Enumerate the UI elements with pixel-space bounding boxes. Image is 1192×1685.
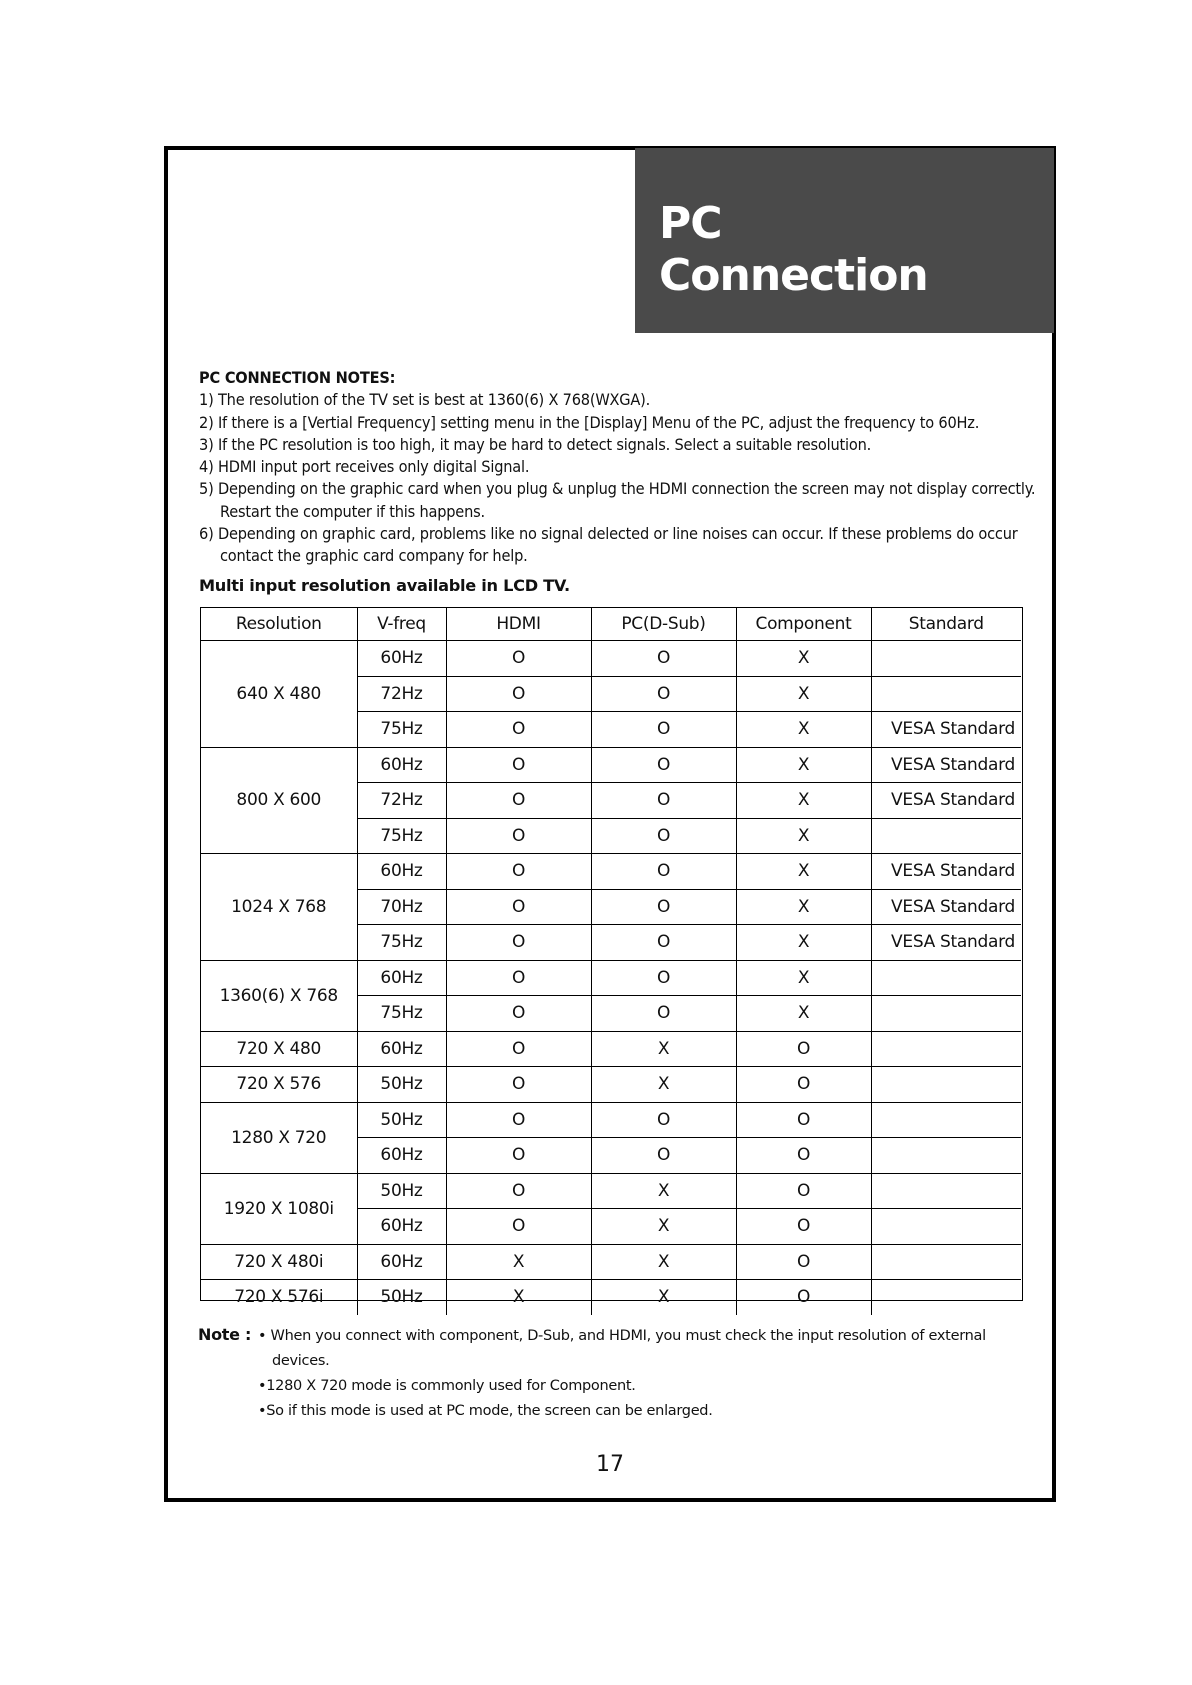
footnote bbox=[198, 1322, 998, 1424]
pc-dsub-cell: O bbox=[591, 641, 736, 677]
hdmi-cell: O bbox=[446, 889, 591, 925]
hdmi-cell: O bbox=[446, 925, 591, 961]
resolution-cell: 1920 X 1080i bbox=[201, 1173, 357, 1244]
note-item-6: 6) Depending on graphic card, problems like no signal delected or line noises can occur. If these problems do occur contact the graphic card company for help. bbox=[199, 524, 1018, 566]
component-cell: O bbox=[736, 1031, 871, 1067]
note-item-1: 1) The resolution of the TV set is best at 1360(6) X 768(WXGA). bbox=[199, 390, 651, 410]
pc-dsub-cell: X bbox=[591, 1031, 736, 1067]
col-header-hdmi: HDMI bbox=[446, 608, 591, 641]
vfreq-cell: 60Hz bbox=[357, 641, 446, 677]
resolution-cell: 720 X 480 bbox=[201, 1031, 357, 1067]
hdmi-cell: O bbox=[446, 1031, 591, 1067]
standard-cell: VESA Standard bbox=[871, 712, 1021, 748]
col-header-vfreq: V-freq bbox=[357, 608, 446, 641]
standard-cell bbox=[871, 676, 1021, 712]
pc-dsub-cell: O bbox=[591, 712, 736, 748]
component-cell: X bbox=[736, 854, 871, 890]
table-row bbox=[201, 854, 1021, 890]
hdmi-cell: O bbox=[446, 996, 591, 1032]
hdmi-cell: O bbox=[446, 1102, 591, 1138]
table-row bbox=[201, 1102, 1021, 1138]
vfreq-cell: 60Hz bbox=[357, 1209, 446, 1245]
vfreq-cell: 75Hz bbox=[357, 925, 446, 961]
hdmi-cell: X bbox=[446, 1244, 591, 1280]
pc-dsub-cell: X bbox=[591, 1067, 736, 1103]
pc-dsub-cell: X bbox=[591, 1244, 736, 1280]
standard-cell bbox=[871, 1031, 1021, 1067]
title-line-2: Connection bbox=[659, 250, 928, 301]
standard-cell bbox=[871, 818, 1021, 854]
resolution-table bbox=[200, 607, 1023, 1308]
component-cell: X bbox=[736, 676, 871, 712]
section-title-banner bbox=[635, 148, 1054, 333]
standard-cell: VESA Standard bbox=[871, 925, 1021, 961]
hdmi-cell: O bbox=[446, 676, 591, 712]
resolution-cell: 800 X 600 bbox=[201, 747, 357, 854]
table-row bbox=[201, 1244, 1021, 1280]
vfreq-cell: 60Hz bbox=[357, 1138, 446, 1174]
standard-cell bbox=[871, 641, 1021, 677]
hdmi-cell: O bbox=[446, 783, 591, 819]
standard-cell: VESA Standard bbox=[871, 783, 1021, 819]
hdmi-cell: O bbox=[446, 960, 591, 996]
vfreq-cell: 50Hz bbox=[357, 1067, 446, 1103]
table-row bbox=[201, 747, 1021, 783]
pc-dsub-cell: O bbox=[591, 1102, 736, 1138]
vfreq-cell: 60Hz bbox=[357, 854, 446, 890]
vfreq-cell: 50Hz bbox=[357, 1102, 446, 1138]
vfreq-cell: 75Hz bbox=[357, 996, 446, 1032]
vfreq-cell: 60Hz bbox=[357, 960, 446, 996]
vfreq-cell: 60Hz bbox=[357, 1031, 446, 1067]
table-row bbox=[201, 1031, 1021, 1067]
component-cell: X bbox=[736, 783, 871, 819]
vfreq-cell: 75Hz bbox=[357, 712, 446, 748]
pc-dsub-cell: X bbox=[591, 1280, 736, 1315]
note-item-5: 5) Depending on the graphic card when you plug & unplug the HDMI connection the screen may not display correctly. Restart the computer if this happens. bbox=[199, 479, 1036, 521]
pc-dsub-cell: O bbox=[591, 747, 736, 783]
pc-dsub-cell: O bbox=[591, 1138, 736, 1174]
component-cell: X bbox=[736, 747, 871, 783]
component-cell: O bbox=[736, 1244, 871, 1280]
table-heading: Multi input resolution available in LCD TV. bbox=[199, 576, 570, 595]
resolution-cell: 1360(6) X 768 bbox=[201, 960, 357, 1031]
table-row bbox=[201, 1173, 1021, 1209]
component-cell: O bbox=[736, 1102, 871, 1138]
footnote-line-1b: devices. bbox=[272, 1353, 330, 1369]
vfreq-cell: 70Hz bbox=[357, 889, 446, 925]
footnote-line-3: •So if this mode is used at PC mode, the screen can be enlarged. bbox=[258, 1403, 713, 1419]
component-cell: X bbox=[736, 960, 871, 996]
note-item-4: 4) HDMI input port receives only digital Signal. bbox=[199, 457, 530, 477]
standard-cell: VESA Standard bbox=[871, 854, 1021, 890]
resolution-cell: 1280 X 720 bbox=[201, 1102, 357, 1173]
pc-dsub-cell: O bbox=[591, 783, 736, 819]
hdmi-cell: O bbox=[446, 1138, 591, 1174]
component-cell: X bbox=[736, 889, 871, 925]
standard-cell bbox=[871, 1280, 1021, 1315]
standard-cell bbox=[871, 960, 1021, 996]
component-cell: O bbox=[736, 1067, 871, 1103]
col-header-component: Component bbox=[736, 608, 871, 641]
hdmi-cell: O bbox=[446, 1067, 591, 1103]
hdmi-cell: O bbox=[446, 641, 591, 677]
hdmi-cell: O bbox=[446, 854, 591, 890]
resolution-cell: 1024 X 768 bbox=[201, 854, 357, 961]
hdmi-cell: O bbox=[446, 712, 591, 748]
hdmi-cell: X bbox=[446, 1280, 591, 1315]
vfreq-cell: 72Hz bbox=[357, 676, 446, 712]
component-cell: O bbox=[736, 1138, 871, 1174]
standard-cell: VESA Standard bbox=[871, 747, 1021, 783]
table-row bbox=[201, 1280, 1021, 1315]
vfreq-cell: 72Hz bbox=[357, 783, 446, 819]
component-cell: O bbox=[736, 1280, 871, 1315]
pc-dsub-cell: X bbox=[591, 1173, 736, 1209]
component-cell: O bbox=[736, 1173, 871, 1209]
notes-heading: PC CONNECTION NOTES: bbox=[199, 368, 396, 387]
vfreq-cell: 60Hz bbox=[357, 747, 446, 783]
pc-dsub-cell: O bbox=[591, 889, 736, 925]
component-cell: X bbox=[736, 925, 871, 961]
note-item-3: 3) If the PC resolution is too high, it may be hard to detect signals. Select a suitable resolution. bbox=[199, 434, 872, 454]
pc-dsub-cell: O bbox=[591, 854, 736, 890]
pc-dsub-cell: O bbox=[591, 676, 736, 712]
table-row bbox=[201, 641, 1021, 677]
col-header-pc-dsub: PC(D-Sub) bbox=[591, 608, 736, 641]
hdmi-cell: O bbox=[446, 747, 591, 783]
table-row bbox=[201, 960, 1021, 996]
page-number: 17 bbox=[596, 1452, 624, 1477]
standard-cell bbox=[871, 1244, 1021, 1280]
standard-cell bbox=[871, 1067, 1021, 1103]
footnote-label: Note : bbox=[198, 1325, 252, 1344]
resolution-cell: 720 X 480i bbox=[201, 1244, 357, 1280]
footnote-line-1: • When you connect with component, D-Sub, and HDMI, you must check the input resolution of external bbox=[258, 1328, 986, 1344]
component-cell: X bbox=[736, 818, 871, 854]
resolution-cell: 640 X 480 bbox=[201, 641, 357, 748]
pc-connection-notes bbox=[199, 367, 1039, 568]
table-header-row bbox=[201, 608, 1021, 641]
pc-dsub-cell: O bbox=[591, 960, 736, 996]
component-cell: X bbox=[736, 996, 871, 1032]
pc-dsub-cell: O bbox=[591, 925, 736, 961]
hdmi-cell: O bbox=[446, 818, 591, 854]
pc-dsub-cell: O bbox=[591, 996, 736, 1032]
vfreq-cell: 75Hz bbox=[357, 818, 446, 854]
note-item-2: 2) If there is a [Vertial Frequency] setting menu in the [Display] Menu of the PC, adjust the frequency to 60Hz. bbox=[199, 412, 980, 432]
resolution-cell: 720 X 576i bbox=[201, 1280, 357, 1315]
standard-cell bbox=[871, 1138, 1021, 1174]
standard-cell: VESA Standard bbox=[871, 889, 1021, 925]
component-cell: X bbox=[736, 641, 871, 677]
component-cell: X bbox=[736, 712, 871, 748]
resolution-cell: 720 X 576 bbox=[201, 1067, 357, 1103]
standard-cell bbox=[871, 1173, 1021, 1209]
standard-cell bbox=[871, 996, 1021, 1032]
vfreq-cell: 50Hz bbox=[357, 1280, 446, 1315]
vfreq-cell: 50Hz bbox=[357, 1173, 446, 1209]
title-line-1: PC bbox=[659, 198, 722, 249]
pc-dsub-cell: X bbox=[591, 1209, 736, 1245]
footnote-line-2: •1280 X 720 mode is commonly used for Component. bbox=[258, 1378, 636, 1394]
vfreq-cell: 60Hz bbox=[357, 1244, 446, 1280]
pc-dsub-cell: O bbox=[591, 818, 736, 854]
hdmi-cell: O bbox=[446, 1209, 591, 1245]
standard-cell bbox=[871, 1102, 1021, 1138]
col-header-standard: Standard bbox=[871, 608, 1021, 641]
standard-cell bbox=[871, 1209, 1021, 1245]
col-header-resolution: Resolution bbox=[235, 614, 322, 634]
table-row bbox=[201, 1067, 1021, 1103]
hdmi-cell: O bbox=[446, 1173, 591, 1209]
component-cell: O bbox=[736, 1209, 871, 1245]
